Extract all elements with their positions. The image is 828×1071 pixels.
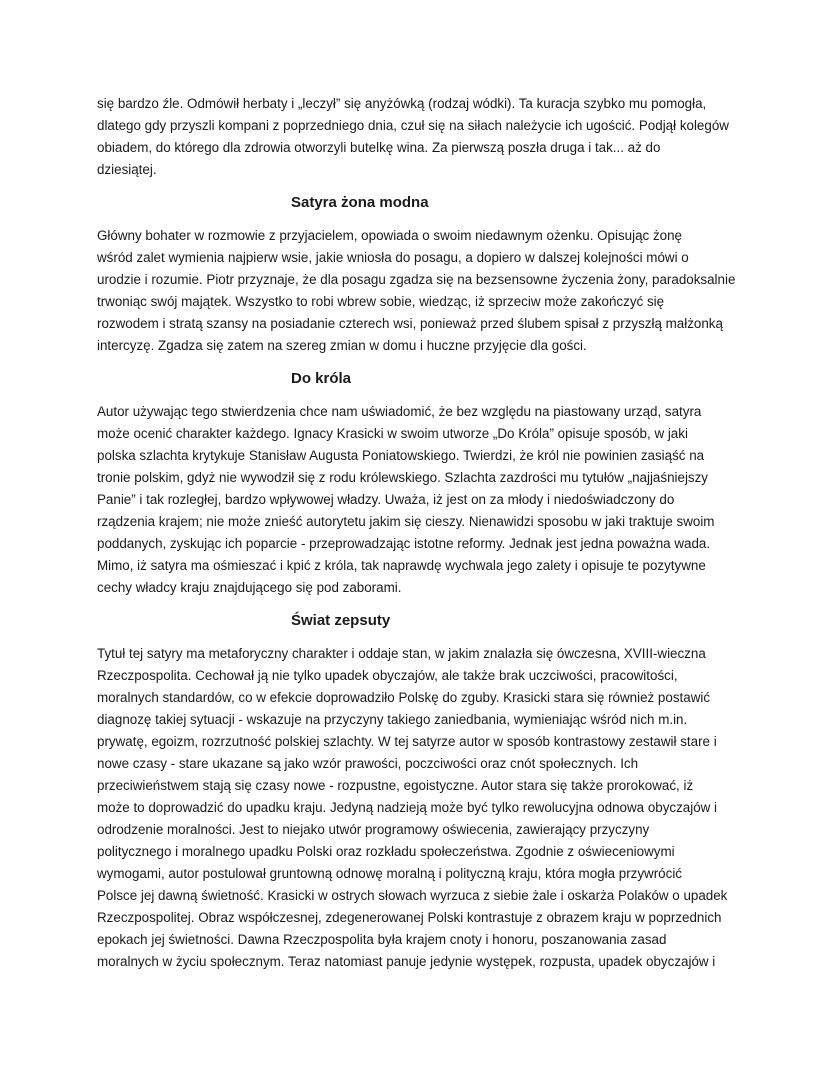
- section-heading-zona-modna: Satyra żona modna: [291, 194, 429, 211]
- text-line: tronie polskim, gdyż nie wywodził się z rodu królewskiego. Szlachta zazdrości mu tytułów „najjaśniejszy: [97, 470, 709, 485]
- text-line: Panie” i tak rozległej, bardzo wpływowej władzy. Uważa, iż jest on za młody i niedoświadczony do: [97, 492, 675, 507]
- intro-paragraph: [97, 93, 732, 181]
- section-paragraph-zona-modna: [97, 225, 736, 357]
- text-line: rozwodem i stratą szansy na posiadanie czterech wsi, ponieważ przed ślubem spisał z przyszłą małżonką: [97, 316, 723, 331]
- document-page: [97, 93, 736, 973]
- text-line: Mimo, iż satyra ma ośmieszać i kpić z króla, tak naprawdę wychwala jego zalety i opisuje te pozytywne: [97, 558, 706, 573]
- text-line: trwoniąc swój majątek. Wszystko to robi wbrew sobie, wiedząc, iż sprzeciw może zakończyć się: [97, 294, 665, 309]
- text-line: dlatego gdy przyszli kompani z poprzedniego dnia, czuł się na siłach należycie ich ugościć. Podjął kolegów: [97, 118, 729, 133]
- text-line: urodzie i rozumie. Piotr przyznaje, że dla posagu zgadza się na bezsensowne życzenia żony, paradoksalnie: [97, 272, 736, 287]
- section-paragraph-do-krola: [97, 401, 732, 599]
- text-line: Główny bohater w rozmowie z przyjacielem, opowiada o swoim niedawnym ożenku. Opisując żonę: [97, 228, 682, 243]
- text-line: Rzeczpospolitej. Obraz współczesnej, zdegenerowanej Polski kontrastuje z obrazem kraju w poprzednich: [97, 910, 722, 925]
- text-line: Tytuł tej satyry ma metaforyczny charakter i oddaje stan, w jakim znalazła się ówczesna, XVIII-wieczna: [97, 646, 706, 661]
- text-line: moralnych standardów, co w efekcie doprowadziło Polskę do zguby. Krasicki stara się również postawić: [97, 690, 711, 705]
- text-line: przeciwieństwem stają się czasy nowe - rozpustne, egoistyczne. Autor stara się także prorokować, iż: [97, 778, 694, 793]
- section-heading-do-krola: Do króla: [291, 370, 352, 387]
- text-line: moralnych w życiu społecznym. Teraz natomiast panuje jedynie występek, rozpusta, upadek obyczajów i: [97, 954, 716, 969]
- text-line: politycznego i moralnego upadku Polski oraz rozkładu społeczeństwa. Zgodnie z oświeceniowymi: [97, 844, 675, 859]
- text-line: intercyzę. Zgadza się zatem na szereg zmian w domu i huczne przyjęcie dla gości.: [97, 338, 587, 353]
- text-line: prywatę, egoizm, rozrzutność polskiej szlachty. W tej satyrze autor w sposób kontrastowy zestawił stare i: [97, 734, 717, 749]
- text-line: dziesiątej.: [97, 162, 157, 177]
- text-line: epokach jej świetności. Dawna Rzeczpospolita była krajem cnoty i honoru, poszanowania zasad: [97, 932, 667, 947]
- text-line: się bardzo źle. Odmówił herbaty i „leczył” się anyżówką (rodzaj wódki). Ta kuracja szybko mu pomogła,: [97, 96, 707, 111]
- text-line: może to doprowadzić do upadku kraju. Jedyną nadzieją może być tylko rewolucyjna odnowa obyczajów i: [97, 800, 718, 815]
- text-line: wśród zalet wymienia najpierw wsie, jakie wniosła do posagu, a dopiero w dalszej kolejności mówi o: [97, 250, 689, 265]
- text-line: Autor używając tego stwierdzenia chce nam uświadomić, że bez względu na piastowany urząd, satyra: [97, 404, 702, 419]
- text-line: Polsce jej dawną świetność. Krasicki w ostrych słowach wyrzuca z siebie żale i oskarża Polaków o upadek: [97, 888, 728, 903]
- text-line: poddanych, zyskując ich poparcie - przeprowadzając istotne reformy. Jednak jest jedna poważna wada.: [97, 536, 711, 551]
- text-line: nowe czasy - stare ukazane są jako wzór prawości, poczciwości oraz cnót społecznych. Ich: [97, 756, 639, 771]
- text-line: diagnozę takiej sytuacji - wskazuje na przyczyny takiego zaniedbania, wymieniając wśród nich m.in.: [97, 712, 688, 727]
- text-line: może ocenić charakter każdego. Ignacy Krasicki w swoim utworze „Do Króla” opisuje sposób, w jaki: [97, 426, 688, 441]
- text-line: wymogami, autor postulował gruntowną odnowę moralną i polityczną kraju, która mogła przywrócić: [97, 866, 682, 881]
- text-line: obiadem, do którego dla zdrowia otworzyli butelkę wina. Za pierwszą poszła druga i tak... aż do: [97, 140, 661, 155]
- text-line: cechy władcy kraju znajdującego się pod zaborami.: [97, 580, 402, 595]
- text-line: Rzeczpospolita. Cechował ją nie tylko upadek obyczajów, ale także brak uczciwości, pracowitości,: [97, 668, 678, 683]
- section-paragraph-swiat-zepsuty: [97, 643, 732, 973]
- text-line: rządzenia krajem; nie może znieść autorytetu jakim się cieszy. Nienawidzi sposobu w jaki traktuje swoim: [97, 514, 715, 529]
- text-line: polska szlachta krytykuje Stanisław Augusta Poniatowskiego. Twierdzi, że król nie powinien zasiąść na: [97, 448, 705, 463]
- text-line: odrodzenie moralności. Jest to niejako utwór programowy oświecenia, zawierający przyczyny: [97, 822, 650, 837]
- section-heading-swiat-zepsuty: Świat zepsuty: [291, 612, 391, 629]
